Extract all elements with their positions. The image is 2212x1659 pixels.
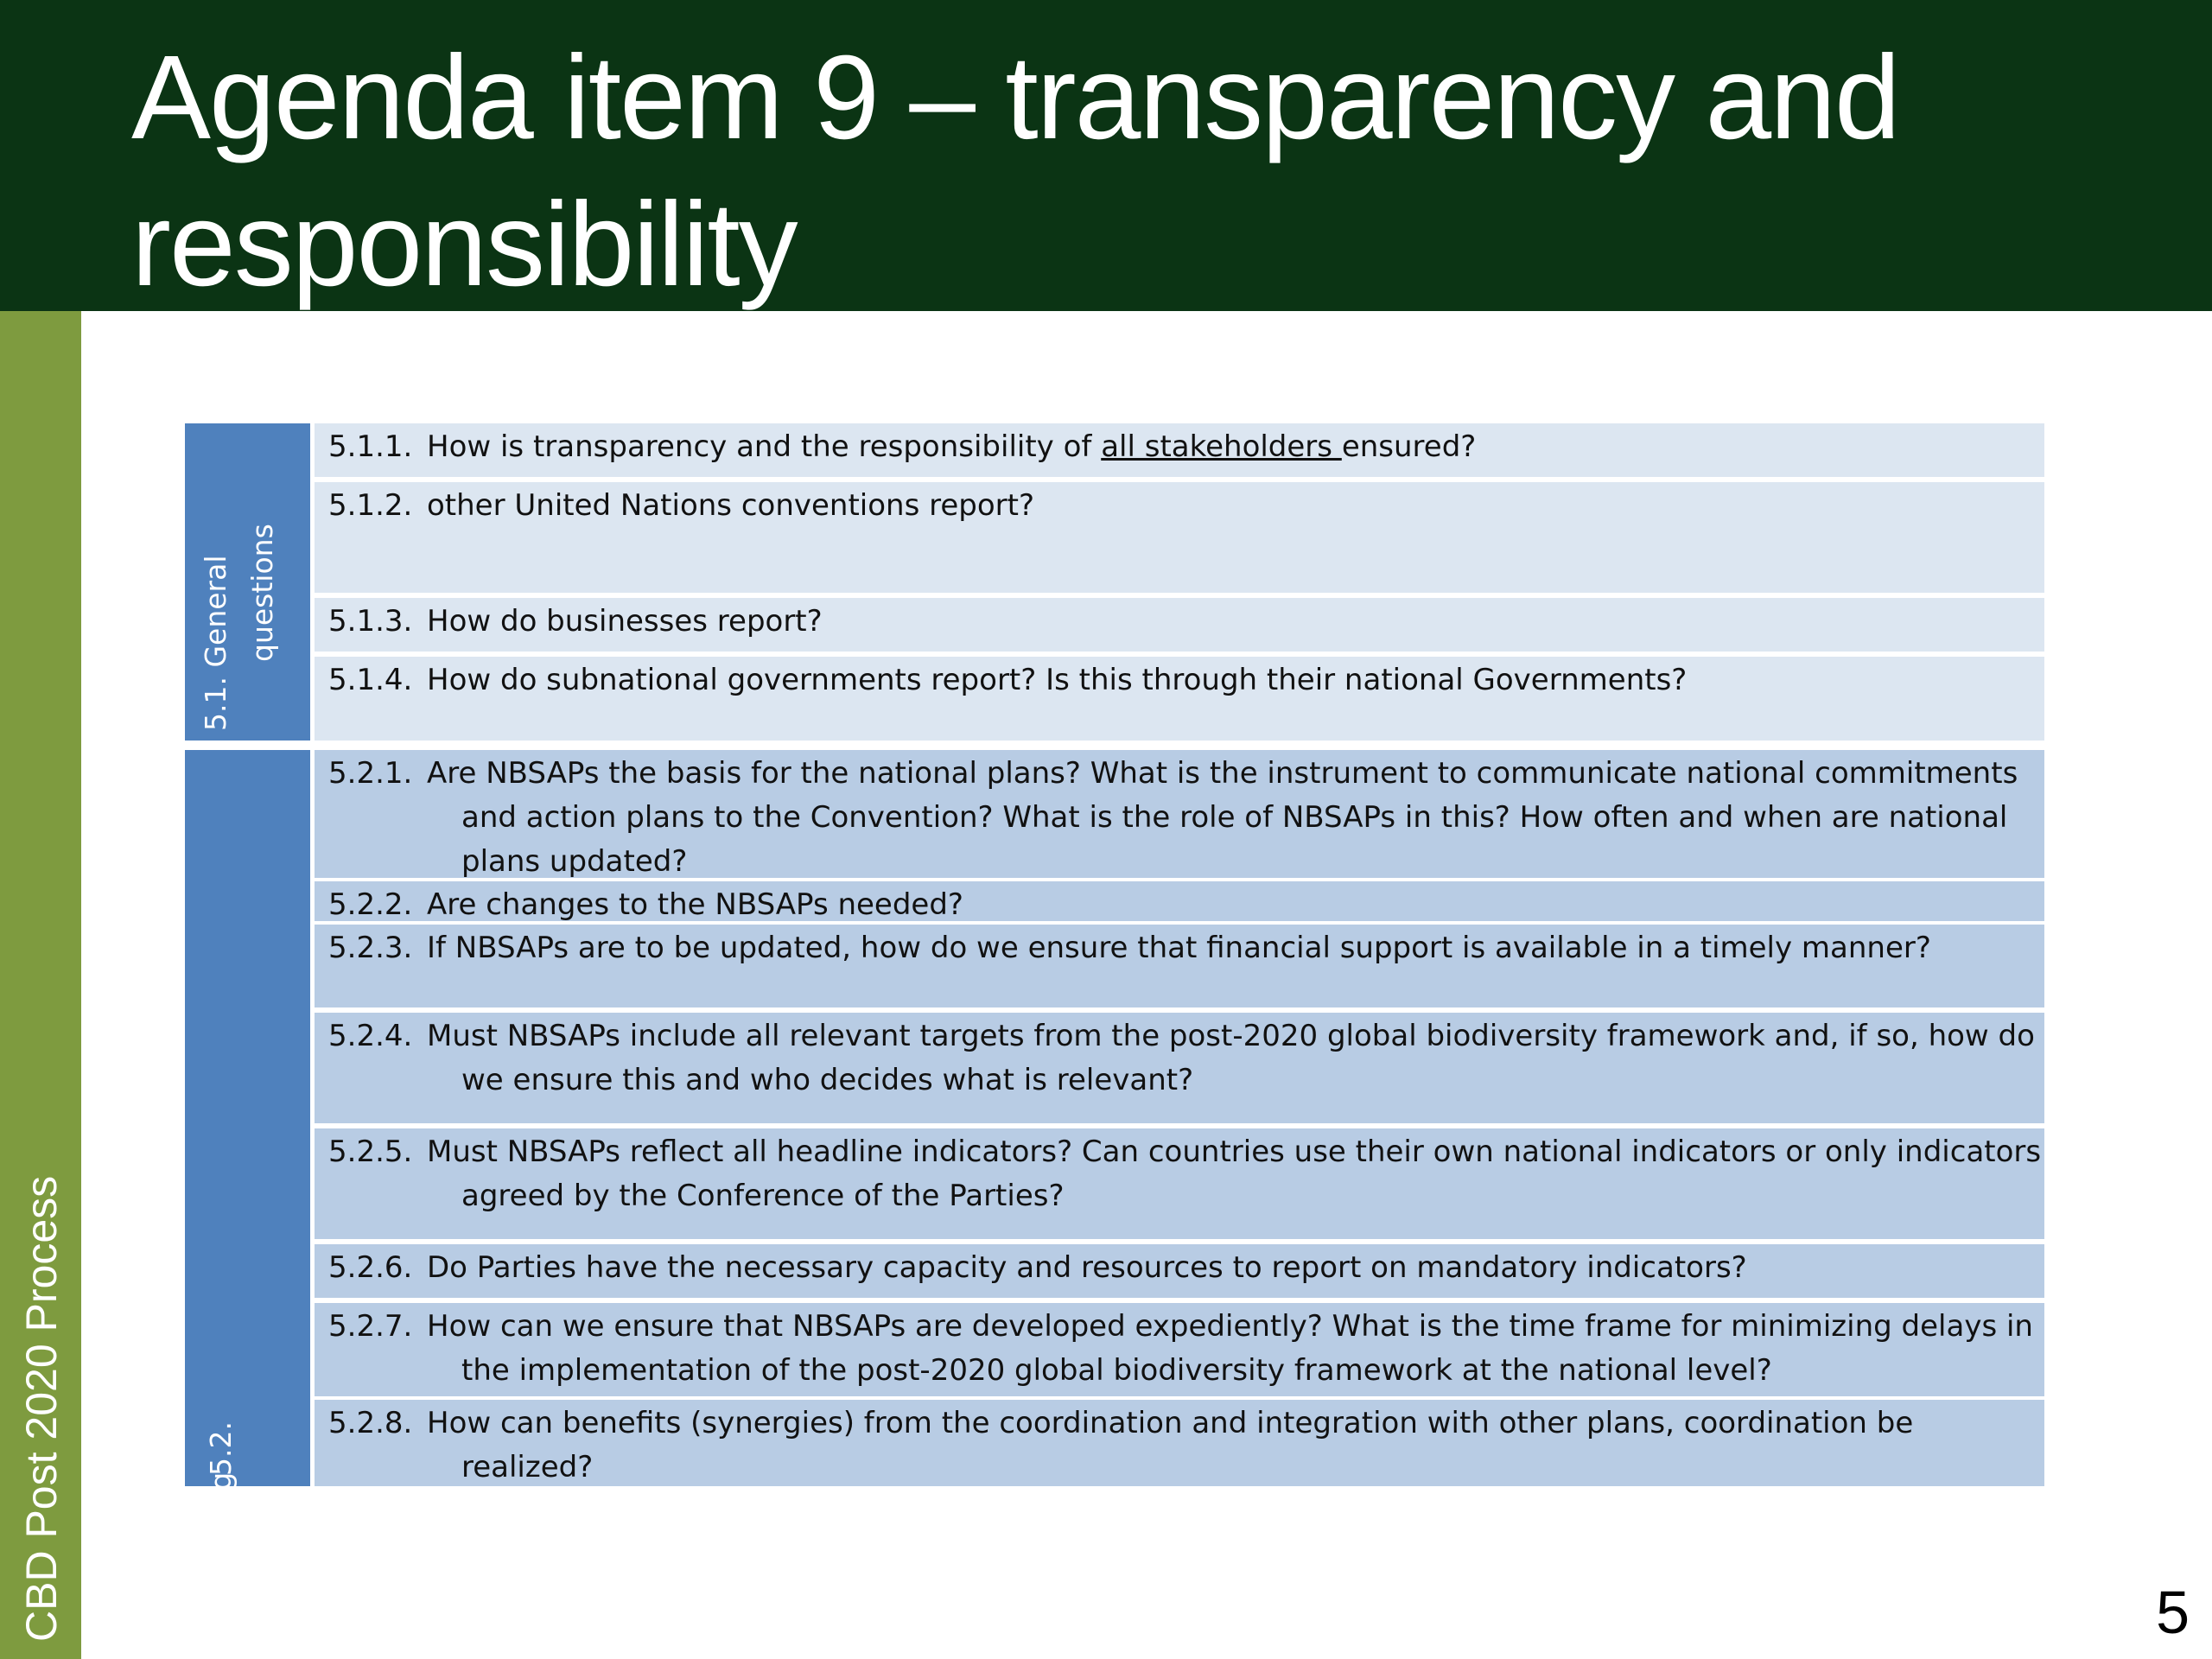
group-general-questions [185, 423, 310, 741]
question-text: Are changes to the NBSAPs needed? [427, 887, 963, 922]
question-text: How do subnational governments report? Is this through their national Governments? [427, 663, 1688, 697]
question-row-5-2-1 [315, 750, 2044, 878]
question-number: 5.2.7. [328, 1309, 413, 1344]
side-band [0, 311, 81, 1659]
page-number: 5 [2156, 1579, 2190, 1646]
question-text: How can we ensure that NBSAPs are developed expediently? What is the time frame for minimizing delays in the implementation of the post-2020 global biodiversity framework at the national level? [427, 1309, 2033, 1388]
question-text: Must NBSAPs reflect all headline indicators? Can countries use their own national indicators or only indicators agreed by the Conference of the Parties? [427, 1135, 2042, 1213]
questions-table [185, 423, 2044, 1595]
question-number: 5.1.3. [328, 604, 413, 639]
question-text: Do Parties have the necessary capacity and resources to report on mandatory indicators? [427, 1250, 1747, 1285]
question-text: If NBSAPs are to be updated, how do we ensure that financial support is available in a timely manner? [427, 931, 1931, 965]
question-row-5-1-2 [315, 482, 2044, 593]
question-number: 5.2.2. [328, 887, 413, 922]
question-text-underlined: all stakeholders [1101, 429, 1342, 464]
question-row-5-1-1 [315, 423, 2044, 477]
slide-title-line-2: responsibility [131, 178, 797, 311]
question-row-5-2-4 [315, 1013, 2044, 1123]
question-row-5-2-8 [315, 1400, 2044, 1486]
question-number: 5.2.6. [328, 1250, 413, 1285]
question-row-5-1-3 [315, 598, 2044, 652]
question-number: 5.2.4. [328, 1019, 413, 1053]
question-row-5-2-2 [315, 881, 2044, 921]
question-row-5-2-6 [315, 1244, 2044, 1298]
question-text: How is transparency and the responsibility of [427, 429, 1102, 464]
title-bar [0, 0, 2212, 311]
side-band-label: CBD Post 2020 Process [17, 1175, 66, 1642]
question-number: 5.2.3. [328, 931, 413, 965]
question-number: 5.1.2. [328, 488, 413, 523]
question-number: 5.2.5. [328, 1135, 413, 1169]
group-planning-label: Planning [204, 1471, 238, 1595]
question-row-5-1-4 [315, 657, 2044, 741]
question-text-end: ensured? [1341, 429, 1477, 464]
question-number: 5.1.1. [328, 429, 413, 464]
group-planning-number: 5.2. [204, 1421, 238, 1476]
question-number: 5.2.8. [328, 1406, 413, 1440]
question-text: Must NBSAPs include all relevant targets from the post-2020 global biodiversity framework and, if so, how do we ensure this and who decides what is relevant? [427, 1019, 2035, 1097]
question-text: other United Nations conventions report? [427, 488, 1034, 523]
question-number: 5.2.1. [328, 756, 413, 791]
question-text: How can benefits (synergies) from the coordination and integration with other plans, coordination be realized? [427, 1406, 1914, 1484]
question-row-5-2-7 [315, 1303, 2044, 1396]
question-row-5-2-3 [315, 925, 2044, 1007]
group-general-line-1: 5.1. General [199, 555, 232, 731]
question-row-5-2-5 [315, 1128, 2044, 1239]
group-general-line-2: questions [245, 524, 279, 662]
group-planning [185, 750, 310, 1595]
question-text: How do businesses report? [427, 604, 823, 639]
slide-title [131, 24, 2119, 318]
question-text: Are NBSAPs the basis for the national plans? What is the instrument to communicate national commitments and action plans to the Convention? What is the role of NBSAPs in this? How often and when are national plans updated? [427, 756, 2018, 879]
question-number: 5.1.4. [328, 663, 413, 697]
slide-title-line-1: Agenda item 9 – transparency and [131, 31, 1899, 164]
